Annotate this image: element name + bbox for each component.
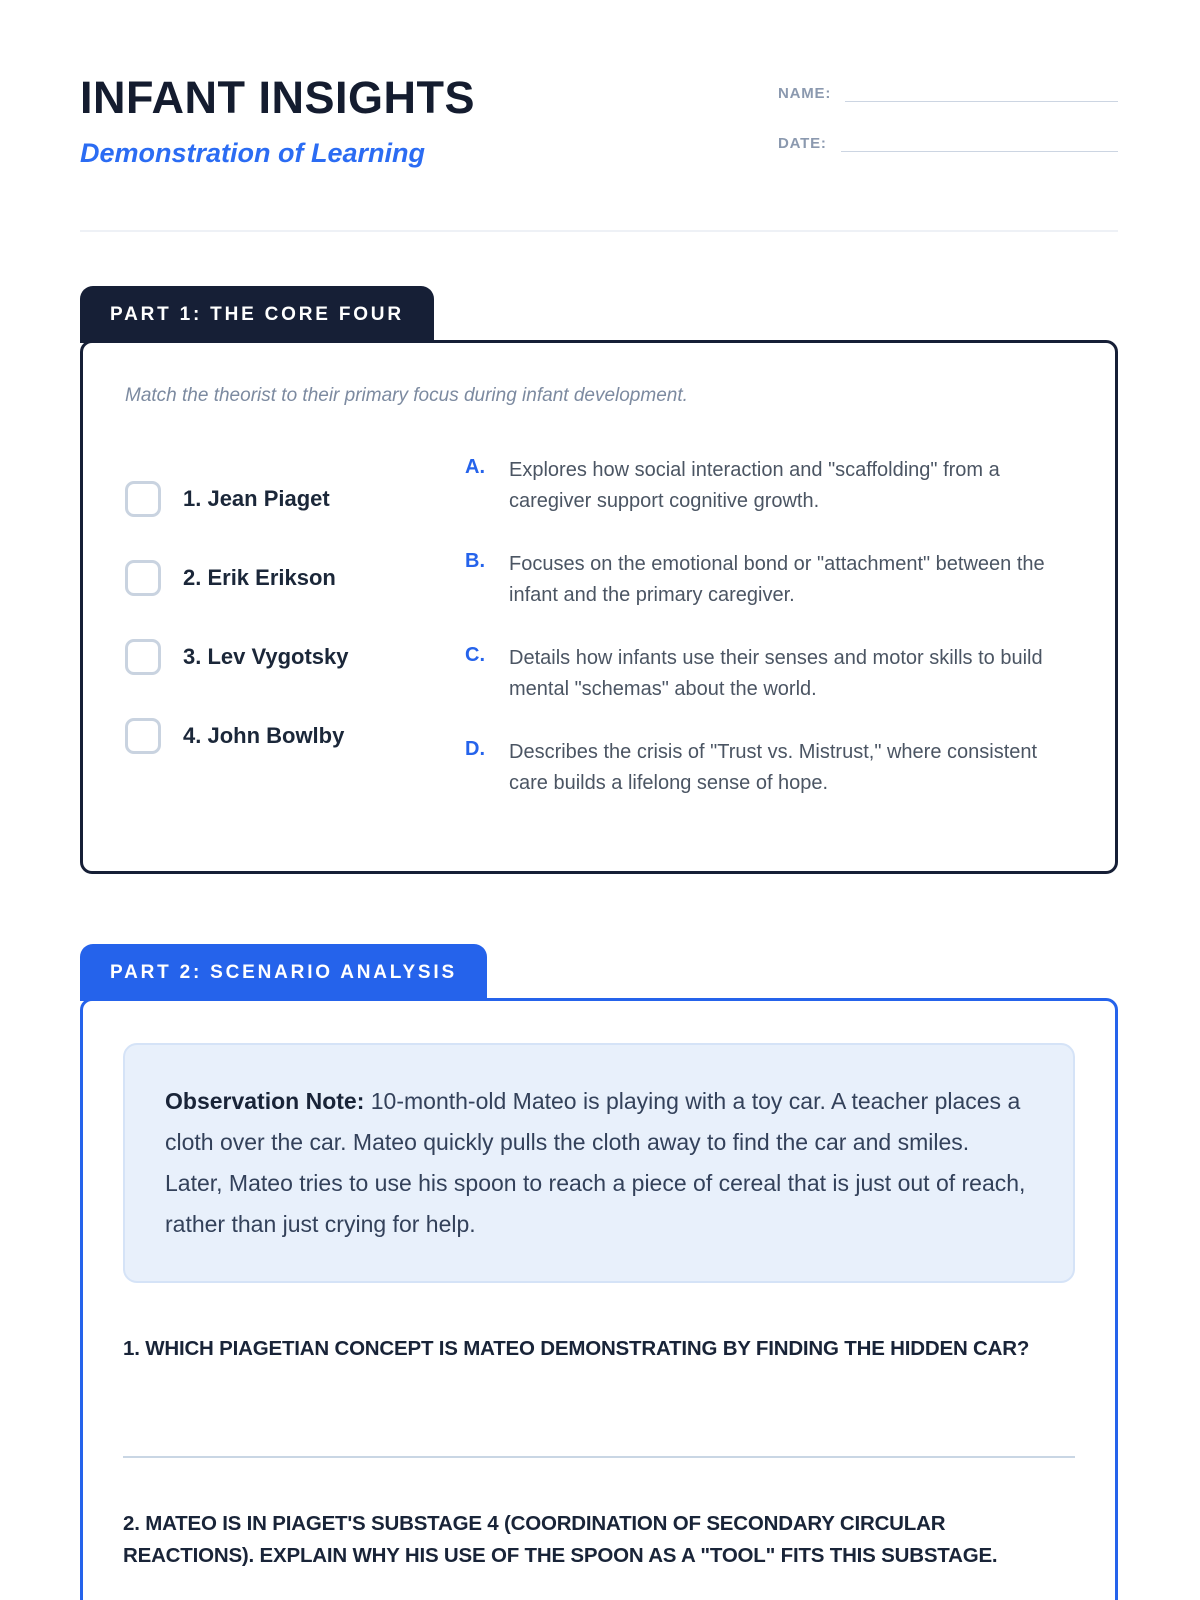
observation-note-label: Observation Note: bbox=[165, 1088, 365, 1114]
part1-instruction: Match the theorist to their primary focus during infant development. bbox=[125, 385, 688, 406]
question-1-answer-line[interactable] bbox=[123, 1366, 1075, 1458]
option-letter-b: B. bbox=[465, 550, 485, 572]
question-2: 2. MATEO IS IN PIAGET'S SUBSTAGE 4 (COORDINATION OF SECONDARY CIRCULAR REACTIONS). EXPLAIN WHY HIS USE OF THE SPOON AS A "TOOL" FITS THIS SUBSTAGE. bbox=[123, 1511, 998, 1568]
option-row-c bbox=[465, 643, 1073, 705]
part1-section bbox=[80, 286, 1118, 874]
date-row bbox=[778, 132, 1118, 152]
name-label: NAME: bbox=[778, 85, 832, 102]
date-label: DATE: bbox=[778, 135, 827, 152]
part2-tab: PART 2: SCENARIO ANALYSIS bbox=[80, 944, 487, 1001]
option-letter-c: C. bbox=[465, 644, 485, 666]
option-letter-d: D. bbox=[465, 738, 485, 760]
theorist-label: 4. John Bowlby bbox=[183, 723, 345, 748]
matching-grid bbox=[125, 455, 1073, 831]
part1-box bbox=[80, 340, 1118, 874]
theorist-checkbox-erikson[interactable] bbox=[125, 560, 161, 596]
part2-section bbox=[80, 944, 1118, 1600]
page-subtitle: Demonstration of Learning bbox=[80, 137, 426, 168]
header-divider bbox=[80, 230, 1118, 232]
name-date-block bbox=[778, 72, 1118, 182]
option-row-b bbox=[465, 549, 1073, 611]
name-input-line[interactable] bbox=[845, 82, 1118, 102]
option-letter-a: A. bbox=[465, 456, 485, 478]
question-1: 1. WHICH PIAGETIAN CONCEPT IS MATEO DEMONSTRATING BY FINDING THE HIDDEN CAR? bbox=[123, 1336, 1030, 1360]
name-row bbox=[778, 82, 1118, 102]
option-row-d bbox=[465, 737, 1073, 799]
theorist-column bbox=[125, 455, 465, 831]
page-title: INFANT INSIGHTS bbox=[80, 72, 476, 123]
theorist-checkbox-piaget[interactable] bbox=[125, 481, 161, 517]
theorist-label: 2. Erik Erikson bbox=[183, 565, 336, 590]
header bbox=[80, 0, 1118, 182]
option-text-c: Details how infants use their senses and motor skills to build mental "schemas" about the world. bbox=[509, 647, 1043, 700]
theorist-row-erikson bbox=[125, 560, 465, 596]
theorist-row-vygotsky bbox=[125, 639, 465, 675]
theorist-checkbox-vygotsky[interactable] bbox=[125, 639, 161, 675]
observation-note-text: 10-month-old Mateo is playing with a toy car. A teacher places a cloth over the car. Mateo quickly pulls the cloth away to find the car and smiles. Later, Mateo tries to use his spoon to reach a piece of cereal that is just out of reach, rather than just crying for help. bbox=[165, 1088, 1026, 1237]
part2-box bbox=[80, 998, 1118, 1600]
option-text-b: Focuses on the emotional bond or "attachment" between the infant and the primary caregiver. bbox=[509, 553, 1045, 606]
option-text-d: Describes the crisis of "Trust vs. Mistrust," where consistent care builds a lifelong sense of hope. bbox=[509, 741, 1038, 794]
observation-note bbox=[123, 1043, 1075, 1283]
theorist-label: 1. Jean Piaget bbox=[183, 486, 330, 511]
theorist-row-piaget bbox=[125, 481, 465, 517]
theorist-checkbox-bowlby[interactable] bbox=[125, 718, 161, 754]
theorist-label: 3. Lev Vygotsky bbox=[183, 644, 349, 669]
option-row-a bbox=[465, 455, 1073, 517]
part1-tab: PART 1: THE CORE FOUR bbox=[80, 286, 434, 343]
header-titles bbox=[80, 72, 475, 182]
date-input-line[interactable] bbox=[841, 132, 1118, 152]
theorist-row-bowlby bbox=[125, 718, 465, 754]
option-text-a: Explores how social interaction and "scaffolding" from a caregiver support cognitive growth. bbox=[509, 459, 1000, 512]
options-column bbox=[465, 455, 1073, 831]
